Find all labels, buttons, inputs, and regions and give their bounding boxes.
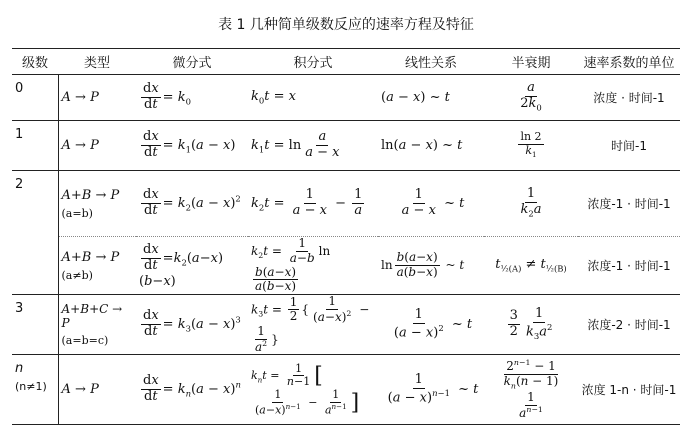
header-differential: 微分式 (136, 49, 248, 75)
half-life-cell: $\frac{\ln 2}{k_1}$ (484, 121, 578, 171)
order-n-label: n (15, 361, 24, 377)
linear-cell: $\frac{1}{(a - x)^{n-1}}$ ~ t (378, 355, 484, 425)
header-order: 级数 (12, 49, 58, 75)
unit-cell: 浓度-1 · 时间-1 (587, 197, 671, 211)
integral-cell: $k_2t$ = $\frac{1}{a - x}$ − $\frac{1}{a}$ (251, 187, 363, 218)
unit-cell: 浓度 · 时间-1 (578, 75, 680, 121)
table-row (12, 237, 680, 295)
header-half-life: 半衰期 (484, 49, 578, 75)
header-linear: 线性关系 (378, 49, 484, 75)
type-cell: A → P (58, 121, 136, 171)
linear-cell: (a − x) ~ t (378, 75, 484, 121)
order-cell: 3 (12, 295, 58, 355)
integral-cell: $k_0t = x$ (248, 75, 378, 121)
half-life-cell: $\frac{3}{2}$ $\frac{1}{k_3a^2}$ (484, 295, 578, 355)
header-type: 类型 (58, 49, 136, 75)
half-life-cell: $t_{\frac{1}{2}(A)} \ne t_{\frac{1}{2}(B)}$ (484, 237, 578, 295)
differential-cell: $\frac{dx}{dt}$ = $k_n(a - x)^n$ (136, 355, 248, 425)
differential-cell: $\frac{dx}{dt}$ = $k_0$ (136, 75, 248, 121)
unit-cell: 时间-1 (578, 121, 680, 171)
differential-cell: $\frac{dx}{dt}$ = $k_2(a - x)^2$ (143, 187, 241, 218)
order-cell: 1 (12, 121, 58, 171)
unit-cell: 浓度-1 · 时间-1 (578, 237, 680, 295)
half-life-cell: $\frac{a}{2k_0}$ (484, 75, 578, 121)
integral-cell: $k_3t$ = $\frac{1}{2}$ { $\frac{1}{(a-x)^2}$ − $\frac{1}{a^2}$ } (248, 295, 378, 355)
table-row (12, 295, 680, 355)
linear-cell: $\frac{1}{(a - x)^2}$ ~ t (378, 295, 484, 355)
rate-equation-table (12, 48, 680, 425)
type-cell: A+B+C → P (a=b=c) (58, 295, 136, 355)
type-cell: A → P (58, 355, 136, 425)
condition-label: (n≠1) (15, 380, 47, 394)
header-unit: 速率系数的单位 (578, 49, 680, 75)
linear-cell: ln $\frac{b(a-x)}{a(b-x)}$ ~ t (378, 237, 484, 295)
condition-label: (a=b=c) (61, 334, 109, 348)
integral-cell: $k_2t$ = $\frac{1}{a-b}$ ln $\frac{b(a-x)}{a(b-x)}$ (248, 237, 378, 295)
integral-cell: $k_nt$ = $\frac{1}{n-1}$ [ $\frac{1}{(a-x)^{n-1}}$ − $\frac{1}{a^{n-1}}$ ] (248, 355, 378, 425)
header-integral: 积分式 (248, 49, 378, 75)
unit-cell: 浓度 1-n · 时间-1 (578, 355, 680, 425)
table-row (12, 171, 680, 237)
table-row (12, 355, 680, 425)
type-cell: A+B → P (a=b) (58, 171, 136, 237)
table-row (12, 75, 680, 121)
order-cell (12, 355, 58, 425)
integral-cell: $k_1t = \ln$ $\frac{a}{a - x}$ (248, 121, 378, 171)
linear-cell: ln(a − x) ~ t (378, 121, 484, 171)
table-title: 表 1 几种简单级数反应的速率方程及特征 (218, 17, 474, 33)
condition-label: (a≠b) (61, 268, 93, 282)
type-cell: A → P (58, 75, 136, 121)
unit-cell: 浓度-2 · 时间-1 (578, 295, 680, 355)
differential-cell: $\frac{dx}{dt}$ $=k_2(a-x)(b-x)$ (136, 237, 248, 295)
header-row (12, 49, 680, 75)
half-life-cell: $\frac{1}{k_2a}$ (520, 186, 542, 219)
table-row (12, 121, 680, 171)
condition-label: (a=b) (61, 206, 93, 220)
linear-cell: $\frac{1}{a - x}$ ~ t (401, 187, 465, 218)
half-life-cell: $\frac{2^{n-1} - 1}{k_n(n - 1)}$ $\frac{1}{a^{n-1}}$ (484, 355, 578, 425)
order-cell: 2 (12, 171, 58, 295)
type-cell: A+B → P (a≠b) (58, 237, 136, 295)
differential-cell: $\frac{dx}{dt}$ = $k_1(a - x)$ (136, 121, 248, 171)
differential-cell: $\frac{dx}{dt}$ = $k_3(a - x)^3$ (136, 295, 248, 355)
order-cell: 0 (12, 75, 58, 121)
